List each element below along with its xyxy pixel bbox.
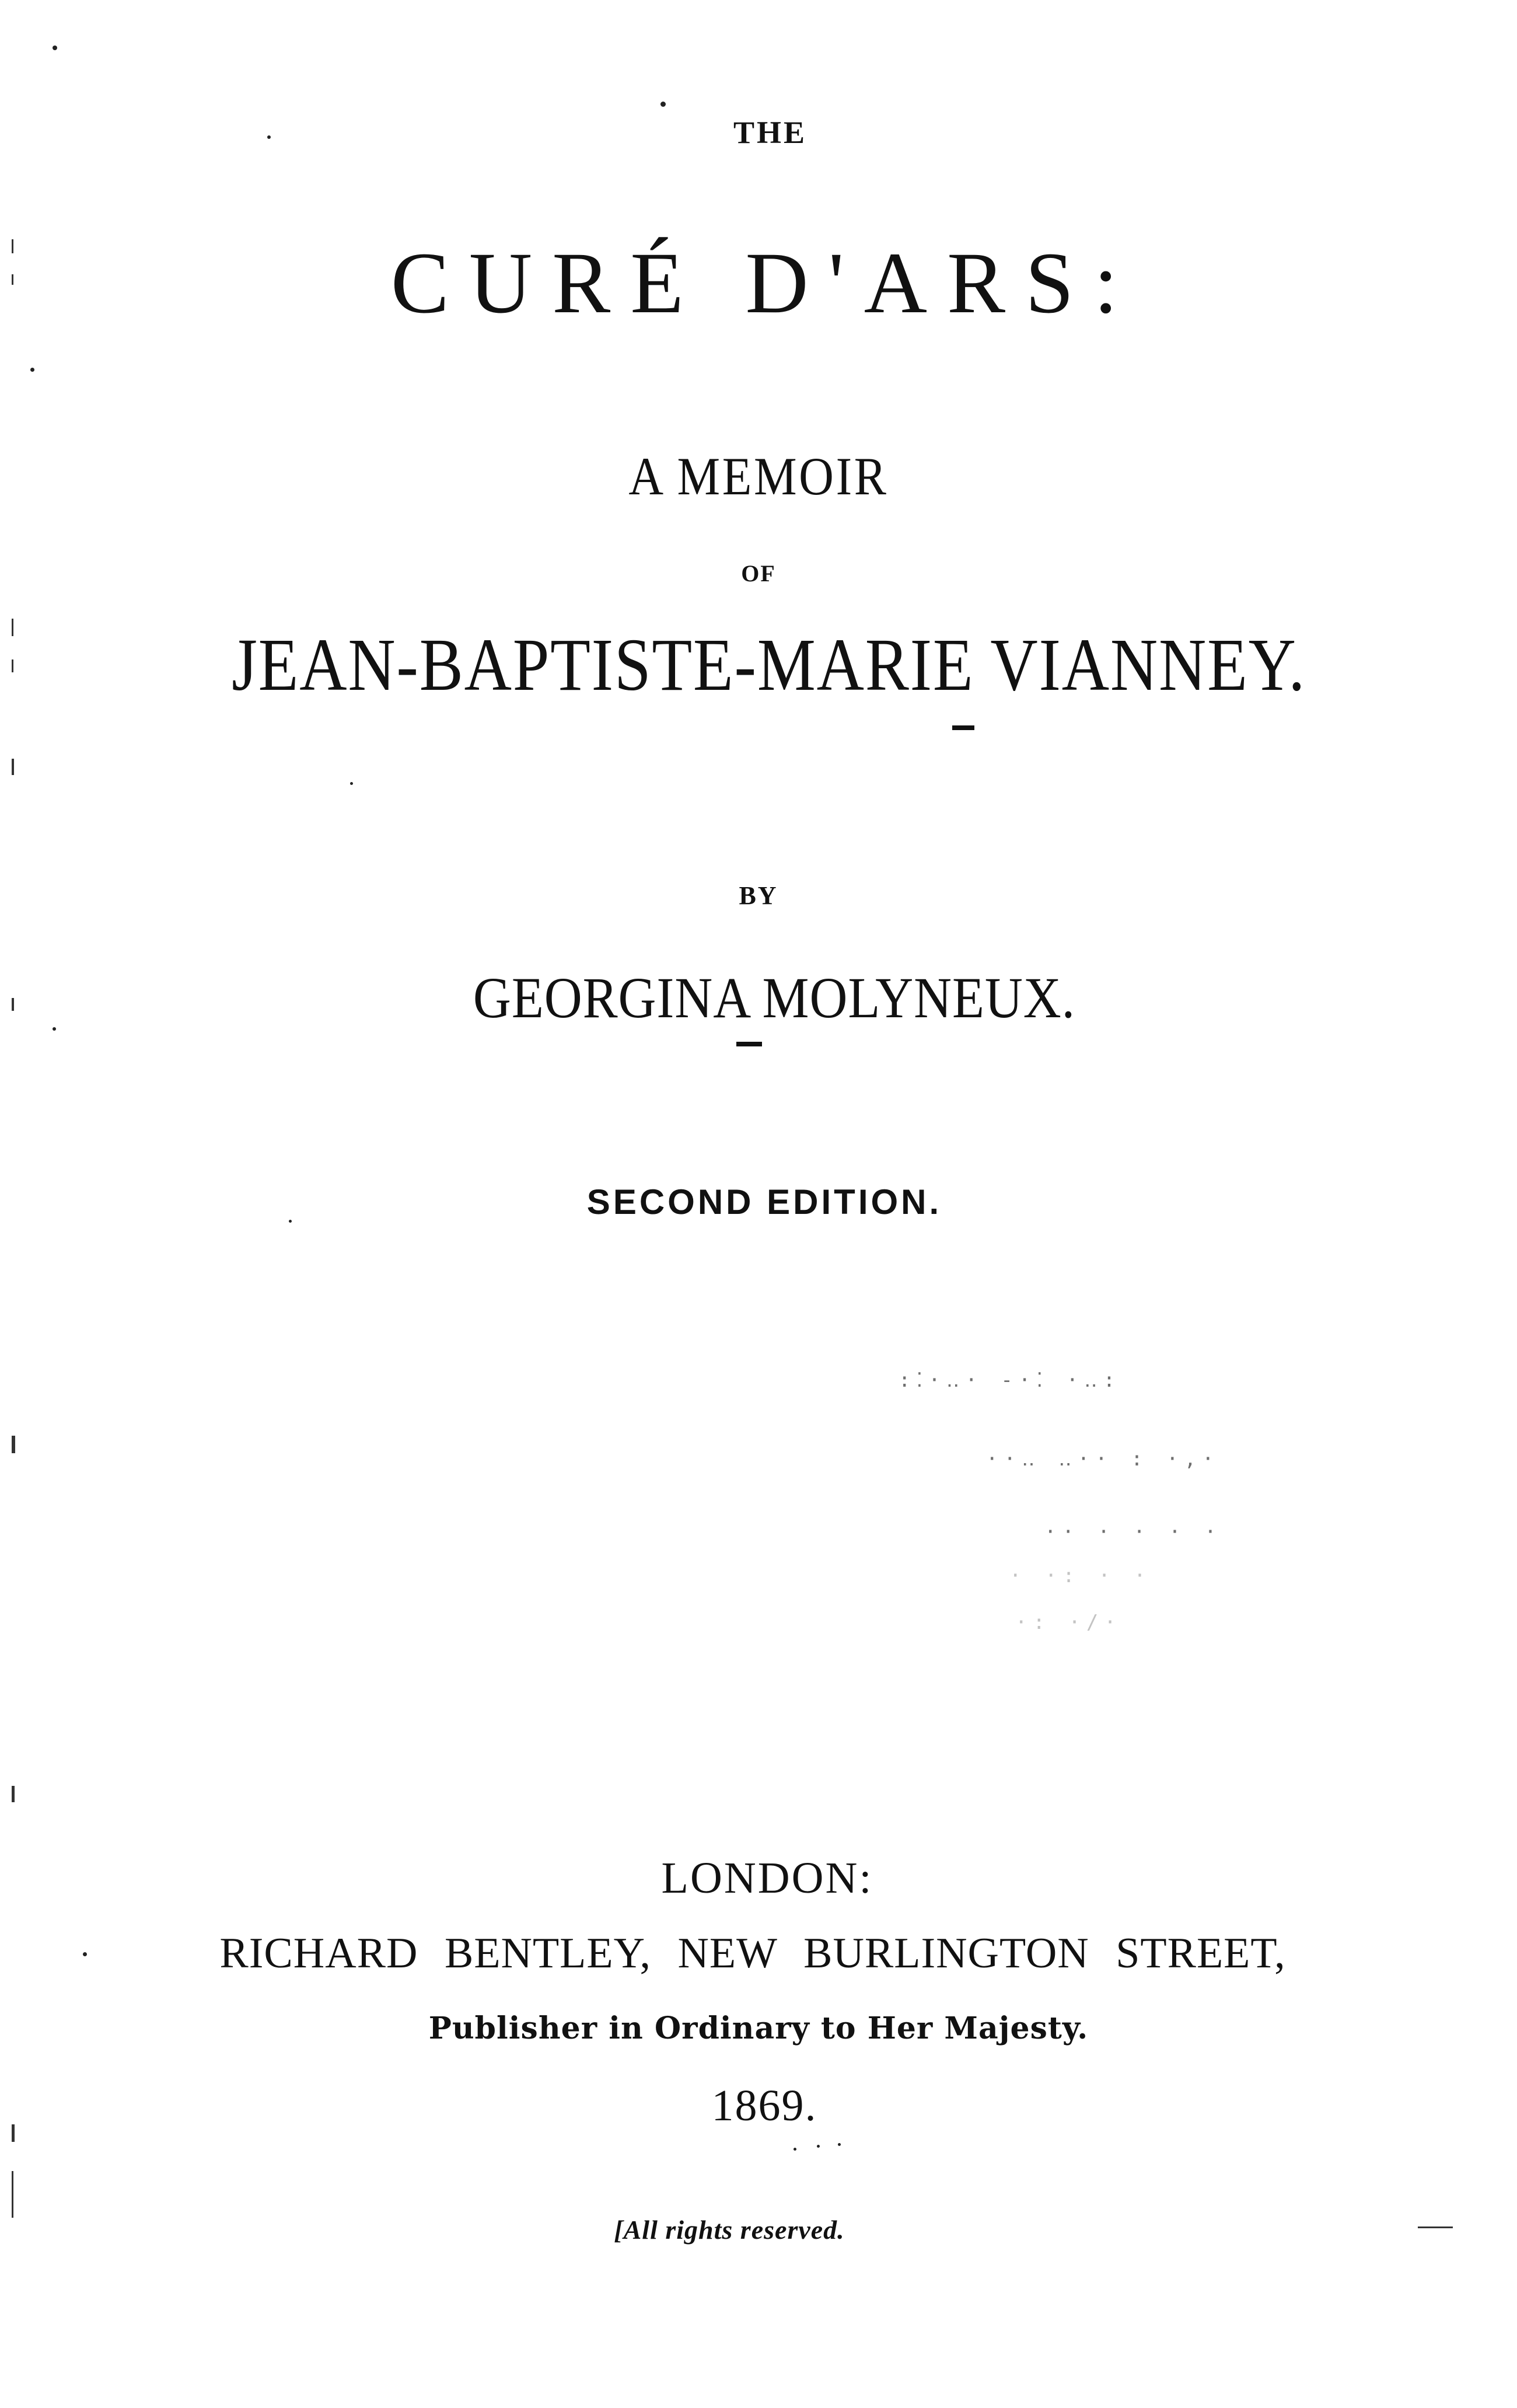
scan-speck <box>267 135 271 139</box>
subtitle-connector: OF <box>741 560 776 587</box>
underline-mark <box>952 725 974 730</box>
publisher-role: Publisher in Ordinary to Her Majesty. <box>428 2011 1089 2046</box>
show-through-marks: ·: ·/· <box>1015 1611 1122 1634</box>
scan-speck <box>30 368 34 372</box>
scan-speck <box>350 782 353 785</box>
scan-speck <box>53 46 57 50</box>
scan-speck <box>289 1220 292 1223</box>
margin-tick <box>12 274 13 285</box>
byline-label: BY <box>739 881 778 910</box>
scan-speck <box>53 1027 56 1031</box>
margin-tick <box>12 759 14 775</box>
margin-tick <box>12 998 14 1011</box>
rights-notice: [All rights reserved. <box>614 2215 845 2245</box>
scan-speck <box>838 2143 841 2146</box>
underline-mark <box>736 1042 762 1046</box>
title-article: THE <box>733 115 808 150</box>
book-title: CURÉ D'ARS: <box>390 235 1138 331</box>
margin-tick <box>12 239 13 253</box>
show-through-marks: :⁚·‥· -·⁚ ·‥: <box>899 1369 1121 1392</box>
margin-tick <box>12 619 13 636</box>
publication-place: LONDON: <box>661 1854 873 1903</box>
margin-tick <box>12 1786 15 1802</box>
subject-name: JEAN-BAPTISTE-MARIE VIANNEY. <box>232 623 1306 706</box>
scan-speck <box>817 2145 820 2148</box>
show-through-marks: ··‥ ‥·· : ·,· <box>986 1447 1220 1471</box>
publisher-name: RICHARD BENTLEY, NEW BURLINGTON STREET, <box>219 1929 1286 1977</box>
edition-label: SECOND EDITION. <box>586 1182 942 1222</box>
publication-year: 1869. <box>711 2081 817 2130</box>
scan-speck <box>660 102 666 107</box>
margin-tick <box>12 1436 15 1453</box>
book-subtitle: A MEMOIR <box>628 446 889 506</box>
scan-speck <box>794 2148 796 2151</box>
show-through-marks: ·· · · · · <box>1044 1520 1222 1544</box>
margin-dash <box>1418 2226 1453 2228</box>
margin-tick <box>12 2124 15 2142</box>
show-through-marks: · ·: · · <box>1009 1564 1152 1587</box>
author-name: GEORGINA MOLYNEUX. <box>473 965 1076 1030</box>
margin-tick <box>12 2171 13 2218</box>
margin-tick <box>12 659 13 672</box>
scan-speck <box>83 1952 87 1956</box>
